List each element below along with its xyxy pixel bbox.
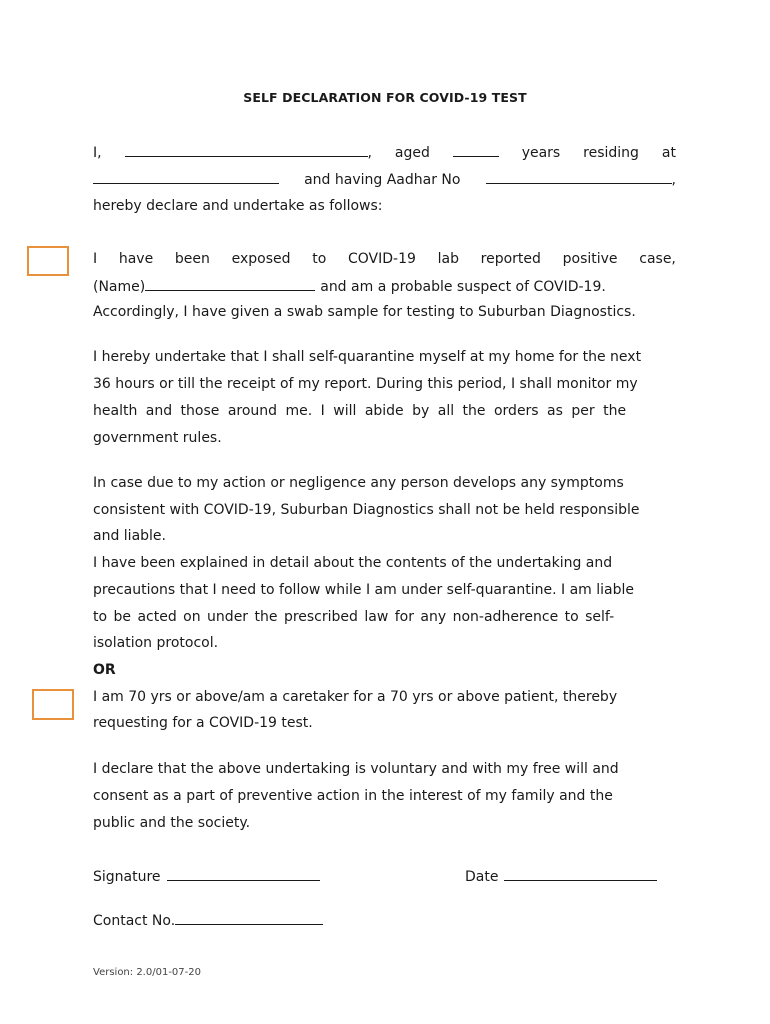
- or-separator: OR: [93, 662, 116, 678]
- option2-line-2: requesting for a COVID-19 test.: [93, 715, 313, 731]
- age-field[interactable]: [453, 143, 499, 157]
- option1-word: lab: [437, 251, 459, 267]
- para2-line-6: to be acted on under the prescribed law for any non-adherence to self-: [93, 609, 615, 625]
- contact-row: [93, 911, 353, 930]
- para1-line-3: health and those around me. I will abide by all the orders as per the: [93, 403, 627, 419]
- intro-years: years: [521, 145, 561, 161]
- para1-line-4: government rules.: [93, 430, 222, 446]
- intro-aadhar-label: and having Aadhar No: [304, 172, 461, 188]
- aadhar-field[interactable]: [486, 170, 672, 184]
- exposed-checkbox[interactable]: [27, 246, 69, 276]
- contact-person-label: (Name): [93, 279, 146, 295]
- option1-word: positive: [562, 251, 618, 267]
- option1-word: have: [118, 251, 154, 267]
- para1-line-1: [93, 348, 676, 366]
- date-row: [465, 867, 665, 886]
- option1-word: I: [93, 251, 98, 267]
- para3-line-2: consent as a part of preventive action in the interest of my family and the: [93, 788, 613, 804]
- contact-field[interactable]: [175, 911, 323, 925]
- para2-line-2: consistent with COVID-19, Suburban Diagnostics shall not be held responsible: [93, 502, 640, 518]
- signature-field[interactable]: [167, 867, 320, 881]
- intro-line-3: hereby declare and undertake as follows:: [93, 198, 383, 214]
- option1-word: to: [312, 251, 327, 267]
- option1-word: been: [174, 251, 210, 267]
- option1-word: reported: [480, 251, 541, 267]
- age-70-checkbox[interactable]: [32, 689, 74, 720]
- para2-line-4: I have been explained in detail about the contents of the undertaking and: [93, 555, 613, 571]
- intro-residing: residing: [583, 145, 639, 161]
- intro-aged: aged: [394, 145, 430, 161]
- contact-person-field[interactable]: [145, 277, 315, 291]
- date-label: Date: [465, 869, 499, 885]
- para3-line-1: I declare that the above undertaking is voluntary and with my free will and: [93, 761, 619, 777]
- name-group: [125, 143, 372, 162]
- address-field[interactable]: [93, 170, 279, 184]
- para1-text-1: I hereby undertake that I shall self-quarantine myself at my home for the next: [93, 349, 642, 365]
- para3-line-3: public and the society.: [93, 815, 251, 831]
- option1-line-1: [93, 250, 676, 268]
- signature-row: [93, 867, 333, 886]
- intro-comma: ,: [367, 145, 372, 161]
- date-field[interactable]: [504, 867, 657, 881]
- para2-line-5: precautions that I need to follow while I am under self-quarantine. I am liable: [93, 582, 634, 598]
- option1-line-3: Accordingly, I have given a swab sample for testing to Suburban Diagnostics.: [93, 304, 636, 320]
- intro-i: I,: [93, 145, 102, 161]
- option1-line-2: [93, 277, 676, 296]
- para2-line-1: In case due to my action or negligence any person develops any symptoms: [93, 475, 624, 491]
- contact-label: Contact No.: [93, 913, 176, 929]
- option1-word: case,: [639, 251, 676, 267]
- aadhar-group: [486, 170, 676, 189]
- page-title: SELF DECLARATION FOR COVID-19 TEST: [243, 90, 527, 105]
- intro-line-2: [93, 170, 676, 189]
- option2-line-1: I am 70 yrs or above/am a caretaker for a 70 yrs or above patient, thereby: [93, 689, 618, 705]
- name-field[interactable]: [125, 143, 368, 157]
- para2-line-7: isolation protocol.: [93, 635, 219, 651]
- option1-word: exposed: [231, 251, 291, 267]
- option1-word: COVID-19: [347, 251, 416, 267]
- para2-line-3: and liable.: [93, 528, 166, 544]
- intro-line-1: [93, 143, 676, 162]
- version-footer: Version: 2.0/01-07-20: [93, 967, 201, 978]
- para1-line-2: 36 hours or till the receipt of my report. During this period, I shall monitor my: [93, 376, 638, 392]
- intro-comma-2: ,: [671, 172, 676, 188]
- option1-line-2-text: and am a probable suspect of COVID-19.: [320, 279, 606, 295]
- signature-label: Signature: [93, 869, 161, 885]
- intro-at: at: [661, 145, 676, 161]
